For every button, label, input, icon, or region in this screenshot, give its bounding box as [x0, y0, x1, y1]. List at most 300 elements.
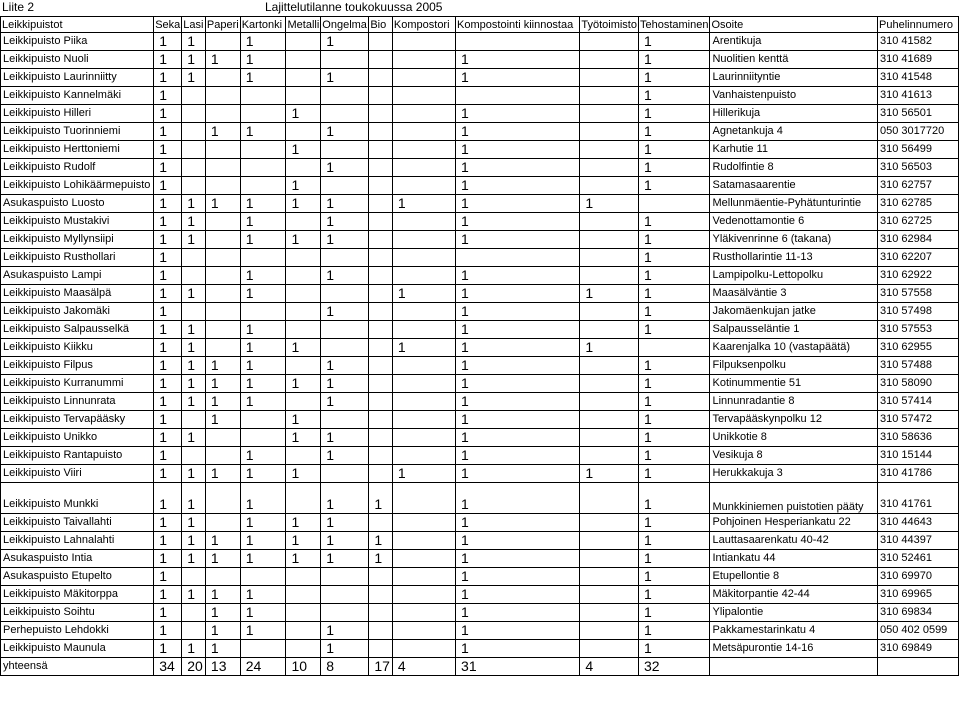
- value-cell: [205, 159, 240, 177]
- address-cell: Filpuksenpolku: [710, 357, 878, 375]
- table-row: [1, 303, 959, 321]
- column-header: Kartonki: [240, 17, 286, 33]
- value-cell: [182, 87, 206, 105]
- value-cell: [392, 87, 455, 105]
- value-cell: [286, 640, 321, 658]
- value-cell: 1: [182, 69, 206, 87]
- value-cell: 1: [154, 141, 182, 159]
- table-row: [1, 483, 959, 514]
- totals-label: yhteensä: [1, 658, 154, 676]
- table-row: [1, 411, 959, 429]
- address-cell: Yläkivenrinne 6 (takana): [710, 231, 878, 249]
- phone-cell: 310 69849: [878, 640, 959, 658]
- value-cell: [286, 483, 321, 514]
- value-cell: 1: [638, 321, 710, 339]
- park-name-cell: Leikkipuisto Myllynsiipi: [1, 231, 154, 249]
- value-cell: [392, 393, 455, 411]
- value-cell: [240, 429, 286, 447]
- value-cell: [321, 87, 369, 105]
- park-name-cell: Asukaspuisto Intia: [1, 550, 154, 568]
- table-row: [1, 51, 959, 69]
- value-cell: 1: [321, 640, 369, 658]
- empty-cell: [710, 658, 878, 676]
- value-cell: 1: [392, 339, 455, 357]
- phone-cell: 310 57488: [878, 357, 959, 375]
- park-name-cell: Leikkipuisto Salpausselkä: [1, 321, 154, 339]
- value-cell: [369, 640, 393, 658]
- value-cell: [286, 285, 321, 303]
- value-cell: [321, 141, 369, 159]
- value-cell: [240, 105, 286, 123]
- value-cell: 1: [456, 177, 580, 195]
- value-cell: [369, 393, 393, 411]
- value-cell: 1: [638, 411, 710, 429]
- value-cell: [205, 447, 240, 465]
- value-cell: 1: [321, 267, 369, 285]
- park-name-cell: Leikkipuisto Filpus: [1, 357, 154, 375]
- address-cell: Vedenottamontie 6: [710, 213, 878, 231]
- value-cell: [182, 622, 206, 640]
- phone-cell: 310 57553: [878, 321, 959, 339]
- value-cell: 1: [182, 339, 206, 357]
- value-cell: 1: [638, 33, 710, 51]
- table-row: [1, 586, 959, 604]
- page-title: Lajittelutilanne toukokuussa 2005: [265, 0, 443, 14]
- value-cell: [240, 411, 286, 429]
- value-cell: [392, 514, 455, 532]
- value-cell: [456, 87, 580, 105]
- column-header: Osoite: [710, 17, 878, 33]
- value-cell: 1: [240, 550, 286, 568]
- table-row: [1, 321, 959, 339]
- table-row: [1, 195, 959, 213]
- value-cell: [286, 357, 321, 375]
- phone-cell: 310 62984: [878, 231, 959, 249]
- value-cell: 1: [240, 123, 286, 141]
- value-cell: [369, 51, 393, 69]
- value-cell: 1: [154, 231, 182, 249]
- value-cell: [321, 105, 369, 123]
- value-cell: 1: [456, 640, 580, 658]
- value-cell: [369, 177, 393, 195]
- value-cell: [580, 267, 639, 285]
- table-row: [1, 267, 959, 285]
- value-cell: 1: [240, 483, 286, 514]
- value-cell: 1: [456, 69, 580, 87]
- value-cell: [205, 483, 240, 514]
- park-name-cell: Leikkipuisto Munkki: [1, 483, 154, 514]
- table-row: [1, 622, 959, 640]
- address-cell: Jakomäenkujan jatke: [710, 303, 878, 321]
- value-cell: [580, 105, 639, 123]
- value-cell: 1: [154, 213, 182, 231]
- value-cell: 1: [456, 429, 580, 447]
- value-cell: 1: [205, 640, 240, 658]
- table-row: [1, 375, 959, 393]
- value-cell: 1: [154, 285, 182, 303]
- value-cell: [286, 321, 321, 339]
- sheet-label: Liite 2: [2, 0, 35, 14]
- park-name-cell: Leikkipuisto Rantapuisto: [1, 447, 154, 465]
- value-cell: 1: [182, 213, 206, 231]
- park-name-cell: Leikkipuisto Maasälpä: [1, 285, 154, 303]
- value-cell: 1: [182, 429, 206, 447]
- park-name-cell: Leikkipuisto Maunula: [1, 640, 154, 658]
- value-cell: 1: [240, 195, 286, 213]
- address-cell: Ylipalontie: [710, 604, 878, 622]
- value-cell: [369, 339, 393, 357]
- value-cell: 1: [240, 231, 286, 249]
- value-cell: 1: [456, 411, 580, 429]
- value-cell: 1: [580, 195, 639, 213]
- value-cell: 1: [638, 532, 710, 550]
- park-name-cell: Leikkipuisto Soihtu: [1, 604, 154, 622]
- value-cell: 1: [456, 465, 580, 483]
- value-cell: 1: [240, 321, 286, 339]
- value-cell: [369, 87, 393, 105]
- value-cell: [205, 69, 240, 87]
- phone-cell: 310 62785: [878, 195, 959, 213]
- phone-cell: 310 44643: [878, 514, 959, 532]
- value-cell: [392, 303, 455, 321]
- phone-cell: 310 62757: [878, 177, 959, 195]
- value-cell: [321, 411, 369, 429]
- phone-cell: 310 62207: [878, 249, 959, 267]
- table-row: [1, 393, 959, 411]
- table-row: [1, 429, 959, 447]
- value-cell: [580, 550, 639, 568]
- value-cell: [580, 249, 639, 267]
- value-cell: 1: [321, 303, 369, 321]
- value-cell: [369, 195, 393, 213]
- park-name-cell: Leikkipuisto Piika: [1, 33, 154, 51]
- value-cell: 1: [456, 357, 580, 375]
- value-cell: 1: [240, 69, 286, 87]
- value-cell: 1: [456, 231, 580, 249]
- value-cell: [580, 514, 639, 532]
- phone-cell: 310 41689: [878, 51, 959, 69]
- value-cell: [182, 159, 206, 177]
- value-cell: [392, 51, 455, 69]
- address-cell: Kotinummentie 51: [710, 375, 878, 393]
- value-cell: 1: [456, 321, 580, 339]
- value-cell: 1: [182, 357, 206, 375]
- column-header: Ongelma: [321, 17, 369, 33]
- park-name-cell: Leikkipuisto Jakomäki: [1, 303, 154, 321]
- park-name-cell: Leikkipuisto Tervapääsky: [1, 411, 154, 429]
- value-cell: [580, 375, 639, 393]
- value-cell: [286, 69, 321, 87]
- value-cell: 1: [321, 532, 369, 550]
- value-cell: 1: [638, 87, 710, 105]
- value-cell: 1: [456, 447, 580, 465]
- value-cell: 1: [286, 514, 321, 532]
- value-cell: 1: [182, 195, 206, 213]
- value-cell: 1: [154, 550, 182, 568]
- value-cell: 1: [182, 465, 206, 483]
- column-header: Metalli: [286, 17, 321, 33]
- value-cell: 1: [321, 375, 369, 393]
- value-cell: 1: [205, 51, 240, 69]
- value-cell: 1: [456, 393, 580, 411]
- phone-cell: 050 402 0599: [878, 622, 959, 640]
- empty-cell: [878, 658, 959, 676]
- value-cell: 1: [205, 357, 240, 375]
- value-cell: [580, 87, 639, 105]
- phone-cell: 310 41786: [878, 465, 959, 483]
- phone-cell: 310 41582: [878, 33, 959, 51]
- value-cell: 1: [321, 231, 369, 249]
- value-cell: [392, 550, 455, 568]
- value-cell: [369, 411, 393, 429]
- value-cell: 1: [182, 550, 206, 568]
- value-cell: [286, 159, 321, 177]
- value-cell: 1: [240, 447, 286, 465]
- value-cell: [580, 586, 639, 604]
- table-row: [1, 604, 959, 622]
- column-header: Leikkipuistot: [1, 17, 154, 33]
- value-cell: 1: [154, 123, 182, 141]
- value-cell: 1: [154, 622, 182, 640]
- value-cell: [580, 411, 639, 429]
- value-cell: 1: [456, 375, 580, 393]
- value-cell: [286, 303, 321, 321]
- total-cell: 34: [154, 658, 182, 676]
- value-cell: [392, 267, 455, 285]
- value-cell: 1: [182, 586, 206, 604]
- park-name-cell: Leikkipuisto Lahnalahti: [1, 532, 154, 550]
- park-name-cell: Perhepuisto Lehdokki: [1, 622, 154, 640]
- value-cell: 1: [182, 33, 206, 51]
- value-cell: 1: [456, 303, 580, 321]
- value-cell: 1: [638, 375, 710, 393]
- value-cell: 1: [182, 514, 206, 532]
- value-cell: 1: [182, 321, 206, 339]
- value-cell: [392, 141, 455, 159]
- value-cell: 1: [182, 640, 206, 658]
- value-cell: [205, 87, 240, 105]
- phone-cell: 310 57558: [878, 285, 959, 303]
- value-cell: 1: [240, 604, 286, 622]
- table-row: [1, 213, 959, 231]
- address-cell: Maasälväntie 3: [710, 285, 878, 303]
- value-cell: 1: [286, 339, 321, 357]
- value-cell: [240, 640, 286, 658]
- value-cell: 1: [321, 393, 369, 411]
- value-cell: [369, 213, 393, 231]
- value-cell: 1: [205, 604, 240, 622]
- value-cell: [240, 177, 286, 195]
- value-cell: [392, 231, 455, 249]
- address-cell: Pohjoinen Hesperiankatu 22: [710, 514, 878, 532]
- table-row: [1, 123, 959, 141]
- value-cell: [286, 604, 321, 622]
- value-cell: 1: [154, 640, 182, 658]
- table-row: [1, 465, 959, 483]
- value-cell: 1: [638, 622, 710, 640]
- park-name-cell: Leikkipuisto Lohikäärmepuisto: [1, 177, 154, 195]
- address-cell: Unikkotie 8: [710, 429, 878, 447]
- value-cell: 1: [154, 483, 182, 514]
- park-name-cell: Leikkipuisto Kiikku: [1, 339, 154, 357]
- table-row: [1, 550, 959, 568]
- value-cell: [286, 87, 321, 105]
- value-cell: 1: [369, 483, 393, 514]
- value-cell: 1: [182, 483, 206, 514]
- address-cell: Intiankatu 44: [710, 550, 878, 568]
- value-cell: [580, 303, 639, 321]
- value-cell: 1: [456, 586, 580, 604]
- park-name-cell: Leikkipuisto Tuorinniemi: [1, 123, 154, 141]
- address-cell: Agnetankuja 4: [710, 123, 878, 141]
- table-row: [1, 69, 959, 87]
- table-row: [1, 285, 959, 303]
- value-cell: 1: [369, 550, 393, 568]
- value-cell: 1: [182, 393, 206, 411]
- value-cell: 1: [286, 429, 321, 447]
- value-cell: [286, 586, 321, 604]
- address-cell: Mäkitorpantie 42-44: [710, 586, 878, 604]
- value-cell: [205, 213, 240, 231]
- value-cell: [392, 586, 455, 604]
- value-cell: 1: [240, 393, 286, 411]
- value-cell: 1: [638, 249, 710, 267]
- value-cell: [369, 231, 393, 249]
- value-cell: 1: [182, 532, 206, 550]
- totals-row: [1, 658, 959, 676]
- value-cell: [392, 447, 455, 465]
- column-header: Tehostaminen: [638, 17, 710, 33]
- value-cell: 1: [321, 159, 369, 177]
- value-cell: [321, 51, 369, 69]
- value-cell: [205, 33, 240, 51]
- recycling-table: [0, 16, 959, 676]
- value-cell: [205, 231, 240, 249]
- value-cell: [240, 159, 286, 177]
- value-cell: 1: [456, 604, 580, 622]
- address-cell: Karhutie 11: [710, 141, 878, 159]
- value-cell: [286, 213, 321, 231]
- value-cell: 1: [205, 195, 240, 213]
- value-cell: [182, 568, 206, 586]
- park-name-cell: Leikkipuisto Rudolf: [1, 159, 154, 177]
- phone-cell: 310 62725: [878, 213, 959, 231]
- value-cell: 1: [638, 141, 710, 159]
- value-cell: 1: [321, 357, 369, 375]
- value-cell: 1: [182, 51, 206, 69]
- value-cell: 1: [456, 622, 580, 640]
- value-cell: 1: [638, 177, 710, 195]
- value-cell: 1: [286, 141, 321, 159]
- table-row: [1, 640, 959, 658]
- total-cell: 32: [638, 658, 710, 676]
- phone-cell: 310 58636: [878, 429, 959, 447]
- value-cell: 1: [154, 339, 182, 357]
- value-cell: [369, 141, 393, 159]
- value-cell: 1: [321, 622, 369, 640]
- table-row: [1, 357, 959, 375]
- value-cell: [580, 483, 639, 514]
- value-cell: [205, 267, 240, 285]
- value-cell: [240, 249, 286, 267]
- value-cell: [580, 141, 639, 159]
- value-cell: 1: [154, 87, 182, 105]
- value-cell: [392, 123, 455, 141]
- phone-cell: 310 41613: [878, 87, 959, 105]
- value-cell: [321, 465, 369, 483]
- park-name-cell: Leikkipuisto Mustakivi: [1, 213, 154, 231]
- value-cell: 1: [286, 411, 321, 429]
- phone-cell: 050 3017720: [878, 123, 959, 141]
- value-cell: 1: [321, 213, 369, 231]
- value-cell: 1: [205, 411, 240, 429]
- phone-cell: 310 58090: [878, 375, 959, 393]
- value-cell: [369, 447, 393, 465]
- value-cell: [369, 123, 393, 141]
- value-cell: 1: [154, 69, 182, 87]
- value-cell: 1: [580, 285, 639, 303]
- park-name-cell: Leikkipuisto Laurinniitty: [1, 69, 154, 87]
- value-cell: 1: [154, 159, 182, 177]
- value-cell: [580, 532, 639, 550]
- value-cell: 1: [286, 177, 321, 195]
- phone-cell: 310 44397: [878, 532, 959, 550]
- value-cell: [182, 105, 206, 123]
- value-cell: [392, 532, 455, 550]
- value-cell: 1: [369, 532, 393, 550]
- table-row: [1, 231, 959, 249]
- value-cell: 1: [205, 393, 240, 411]
- address-cell: Herukkakuja 3: [710, 465, 878, 483]
- value-cell: [392, 69, 455, 87]
- total-cell: 17: [369, 658, 393, 676]
- header-row: [1, 17, 959, 33]
- value-cell: 1: [154, 375, 182, 393]
- park-name-cell: Asukaspuisto Luosto: [1, 195, 154, 213]
- value-cell: 1: [392, 285, 455, 303]
- total-cell: 4: [392, 658, 455, 676]
- value-cell: [580, 568, 639, 586]
- park-name-cell: Asukaspuisto Lampi: [1, 267, 154, 285]
- value-cell: 1: [286, 195, 321, 213]
- value-cell: 1: [154, 357, 182, 375]
- value-cell: 1: [638, 640, 710, 658]
- table-row: [1, 105, 959, 123]
- park-name-cell: Leikkipuisto Hilleri: [1, 105, 154, 123]
- value-cell: [321, 568, 369, 586]
- value-cell: 1: [154, 568, 182, 586]
- address-cell: Metsäpurontie 14-16: [710, 640, 878, 658]
- value-cell: 1: [154, 303, 182, 321]
- column-header: Työtoimisto: [580, 17, 639, 33]
- value-cell: [392, 357, 455, 375]
- value-cell: [205, 339, 240, 357]
- value-cell: 1: [638, 213, 710, 231]
- value-cell: 1: [456, 267, 580, 285]
- value-cell: 1: [580, 465, 639, 483]
- value-cell: [580, 51, 639, 69]
- value-cell: 1: [205, 622, 240, 640]
- value-cell: 1: [240, 33, 286, 51]
- value-cell: 1: [638, 483, 710, 514]
- phone-cell: 310 57498: [878, 303, 959, 321]
- value-cell: [286, 447, 321, 465]
- value-cell: [392, 105, 455, 123]
- address-cell: Vanhaistenpuisto: [710, 87, 878, 105]
- value-cell: [182, 267, 206, 285]
- value-cell: [321, 586, 369, 604]
- column-header: Puhelinnumero: [878, 17, 959, 33]
